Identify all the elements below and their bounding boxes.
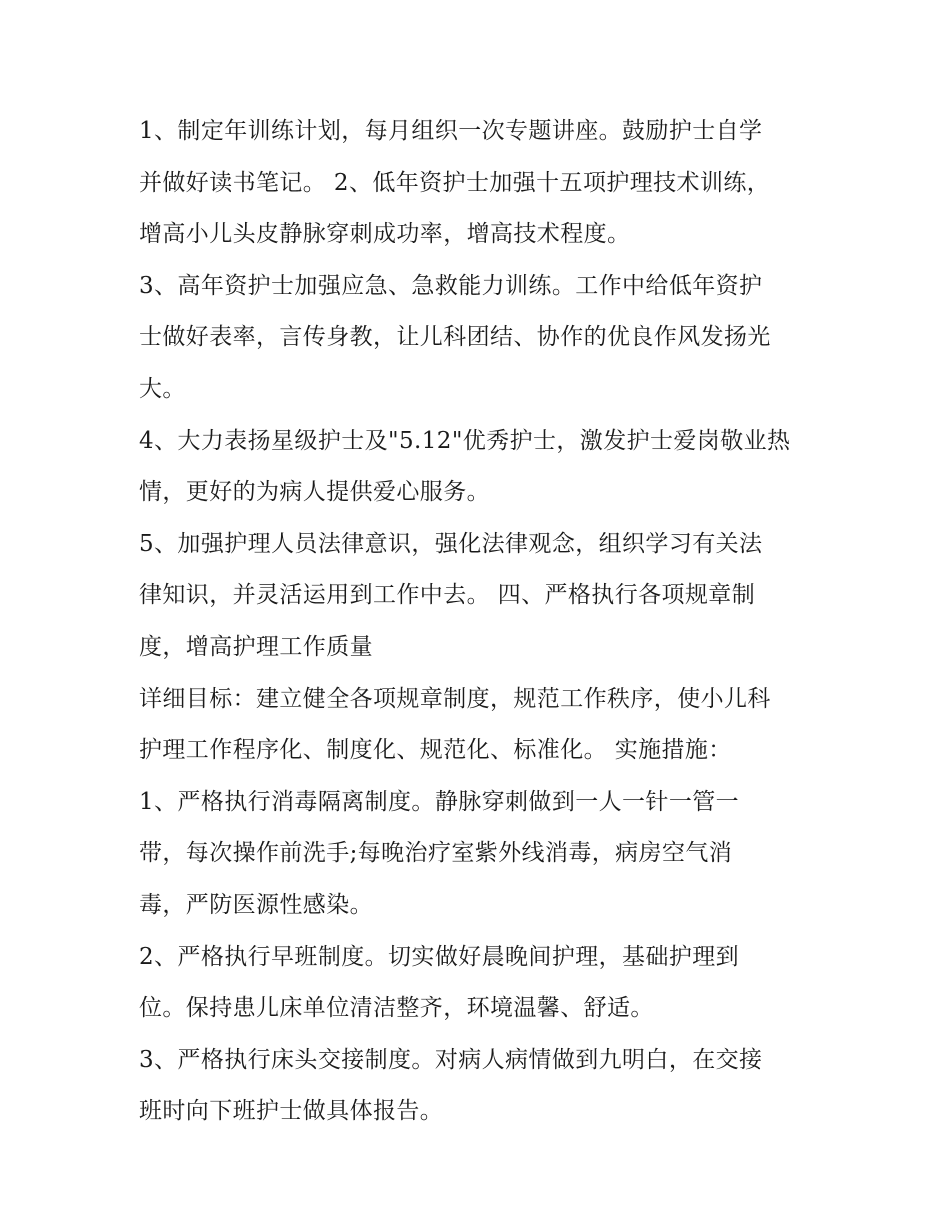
text-line: 毒，严防医源性感染。 xyxy=(139,891,373,918)
text-line: 士做好表率，言传身教，让儿科团结、协作的优良作风发扬光 xyxy=(139,324,771,351)
text-line: 1、严格执行消毒隔离制度。静脉穿刺做到一人一针一管一 xyxy=(139,788,740,815)
text-line: 并做好读书笔记。 2、低年资护士加强十五项护理技术训练， xyxy=(139,169,771,196)
text-line: 1、制定年训练计划，每月组织一次专题讲座。鼓励护士自学 xyxy=(139,118,763,144)
text-line: 详细目标：建立健全各项规章制度，规范工作秩序，使小儿科 xyxy=(139,685,771,712)
text-line: 律知识，并灵活运用到工作中去。 四、严格执行各项规章制 xyxy=(139,582,756,609)
text-line: 3、高年资护士加强应急、急救能力训练。工作中给低年资护 xyxy=(139,272,763,299)
text-line: 3、严格执行床头交接制度。对病人病情做到九明白，在交接 xyxy=(139,1046,763,1073)
text-line: 护理工作程序化、制度化、规范化、标准化。 实施措施： xyxy=(139,737,732,764)
text-line: 5、加强护理人员法律意识，强化法律观念，组织学习有关法 xyxy=(139,530,763,557)
text-line: 增高小儿头皮静脉穿刺成功率，增高技术程度。 xyxy=(139,221,631,248)
text-line: 度，增高护理工作质量 xyxy=(139,633,373,660)
text-line: 情，更好的为病人提供爱心服务。 xyxy=(139,479,490,506)
text-line: 班时向下班护士做具体报告。 xyxy=(139,1098,444,1125)
text-line: 位。保持患儿床单位清洁整齐，环境温馨、舒适。 xyxy=(139,995,654,1022)
text-line: 2、严格执行早班制度。切实做好晨晚间护理，基础护理到 xyxy=(139,943,740,970)
text-line: 大。 xyxy=(139,375,186,402)
text-line: 4、大力表扬星级护士及"5.12"优秀护士，激发护士爱岗敬业热 xyxy=(139,427,791,454)
document-body xyxy=(139,106,819,1138)
text-line: 带，每次操作前洗手;每晚治疗室紫外线消毒，病房空气消 xyxy=(139,840,733,867)
